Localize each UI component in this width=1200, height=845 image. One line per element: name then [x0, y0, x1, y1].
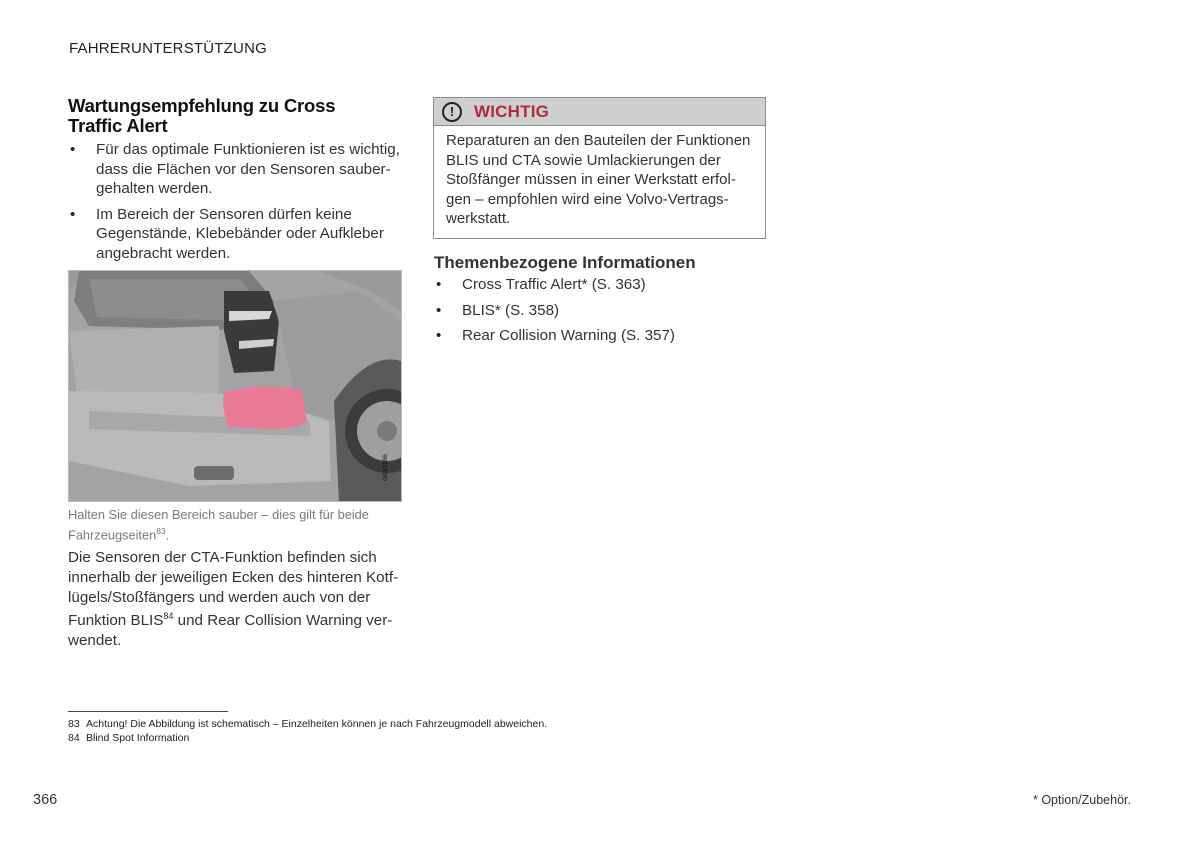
notice-header [434, 98, 765, 126]
bullet-icon: • [436, 301, 442, 319]
page-heading: Wartungsempfehlung zu Cross Traffic Alert [68, 95, 336, 136]
related-link[interactable]: Cross Traffic Alert* (S. 363) [462, 276, 646, 293]
body-paragraph [68, 548, 402, 651]
related-link[interactable]: Rear Collision Warning (S. 357) [462, 327, 675, 345]
notice-title: WICHTIG [474, 102, 550, 121]
option-note: * Option/Zubehör. [1033, 793, 1131, 807]
caption-text: Halten Sie diesen Bereich sauber – dies gilt für beide Fahrzeugseiten [68, 507, 369, 543]
footnote-ref: 83 [156, 526, 166, 536]
section-header: FAHRERUNTERSTÜTZUNG [69, 40, 267, 57]
footnote-number: 84 [68, 732, 80, 744]
bullet-icon: • [436, 276, 442, 293]
related-link[interactable]: BLIS* (S. 358) [462, 301, 560, 319]
body-text-part1: Die Sensoren der CTA-Funktion befinden sich innerhalb der jeweiligen Ecken des hinteren Kotflügels/Stoßfängers und werden auch von der Funktion BLIS [68, 549, 399, 630]
car-rear-svg [69, 271, 401, 501]
sensor-highlight-area [223, 387, 307, 429]
related-info-heading: Themenbezogene Informationen [434, 253, 696, 272]
car-rear-illustration [68, 270, 402, 502]
page-number: 366 [33, 792, 58, 808]
body-text-part2: und Rear Collision Warning verwendet. [68, 612, 393, 650]
bullet-icon: • [70, 205, 76, 223]
list-item-text: Für das optimale Funktionieren ist es wichtig, dass die Flächen vor den Sensoren saubergehalten werden. [96, 141, 400, 198]
footnote-number: 83 [68, 718, 80, 730]
notice-text: Reparaturen an den Bauteilen der Funktionen BLIS und CTA sowie Umlackierungen der Stoßfänger müssen in einer Werkstatt erfolgen – empfohlen wird eine Volvo-Vertragswerkstatt. [446, 132, 751, 227]
important-notice-box [433, 97, 766, 239]
footnote [68, 718, 547, 730]
footnote-text: Achtung! Die Abbildung ist schematisch – Einzelheiten können je nach Fahrzeugmodell abweichen. [86, 718, 548, 730]
list-item [434, 275, 764, 295]
exclamation-icon: ! [442, 102, 462, 122]
related-links-list [434, 275, 764, 352]
list-item [68, 205, 402, 264]
footnote-ref: 84 [163, 611, 174, 622]
bullet-icon: • [436, 327, 442, 345]
footnote-text: Blind Spot Information [86, 732, 190, 744]
list-item [68, 140, 402, 199]
footnote [68, 732, 189, 744]
footnote-divider [68, 711, 228, 712]
image-code: G053196 [382, 454, 389, 481]
caption-end: . [165, 527, 170, 543]
bullet-icon: • [70, 141, 76, 158]
maintenance-bullet-list [68, 140, 402, 270]
list-item [434, 301, 764, 321]
figure-caption [68, 506, 402, 543]
list-item [434, 326, 764, 346]
list-item-text: Im Bereich der Sensoren dürfen keine Gegenstände, Klebebänder oder Aufkleber angebracht werden. [96, 205, 384, 262]
